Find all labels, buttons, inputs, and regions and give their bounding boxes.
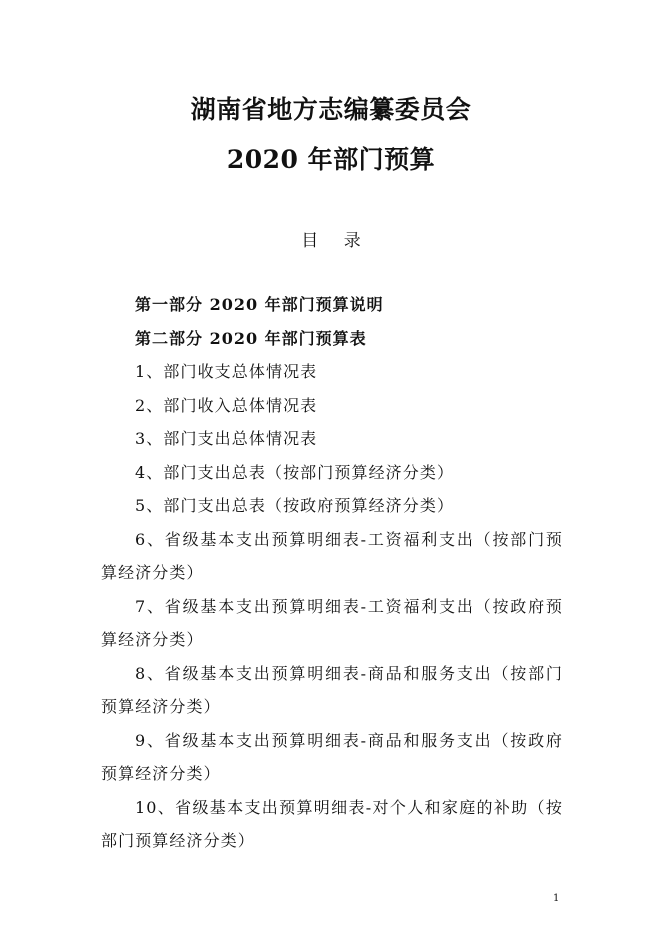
toc-item: 4、部门支出总表（按部门预算经济分类） — [135, 462, 455, 482]
toc-item: 8、省级基本支出预算明细表-商品和服务支出（按部门预算经济分类） — [101, 663, 563, 716]
toc-item: 7、省级基本支出预算明细表-工资福利支出（按政府预算经济分类） — [101, 596, 563, 649]
toc-item: 5、部门支出总表（按政府预算经济分类） — [135, 496, 455, 515]
toc-heading: 目 录 — [301, 231, 371, 251]
toc-item: 2、部门收入总体情况表 — [135, 395, 318, 415]
toc-part-1: 第一部分 2020 年部门预算说明 — [135, 295, 384, 314]
page-number: 1 — [553, 893, 560, 904]
toc-item: 6、省级基本支出预算明细表-工资福利支出（按部门预算经济分类） — [101, 529, 563, 582]
table-of-contents — [101, 288, 563, 858]
toc-item: 1、部门收支总体情况表 — [135, 362, 318, 381]
toc-item: 9、省级基本支出预算明细表-商品和服务支出（按政府预算经济分类） — [101, 730, 563, 783]
toc-part-2: 第二部分 2020 年部门预算表 — [135, 328, 367, 348]
document-title-line2: 2020 年部门预算 — [226, 145, 436, 174]
toc-item: 3、部门支出总体情况表 — [135, 429, 318, 448]
document-title-line1: 湖南省地方志编纂委员会 — [190, 95, 472, 124]
toc-item: 10、省级基本支出预算明细表-对个人和家庭的补助（按部门预算经济分类） — [101, 797, 563, 850]
